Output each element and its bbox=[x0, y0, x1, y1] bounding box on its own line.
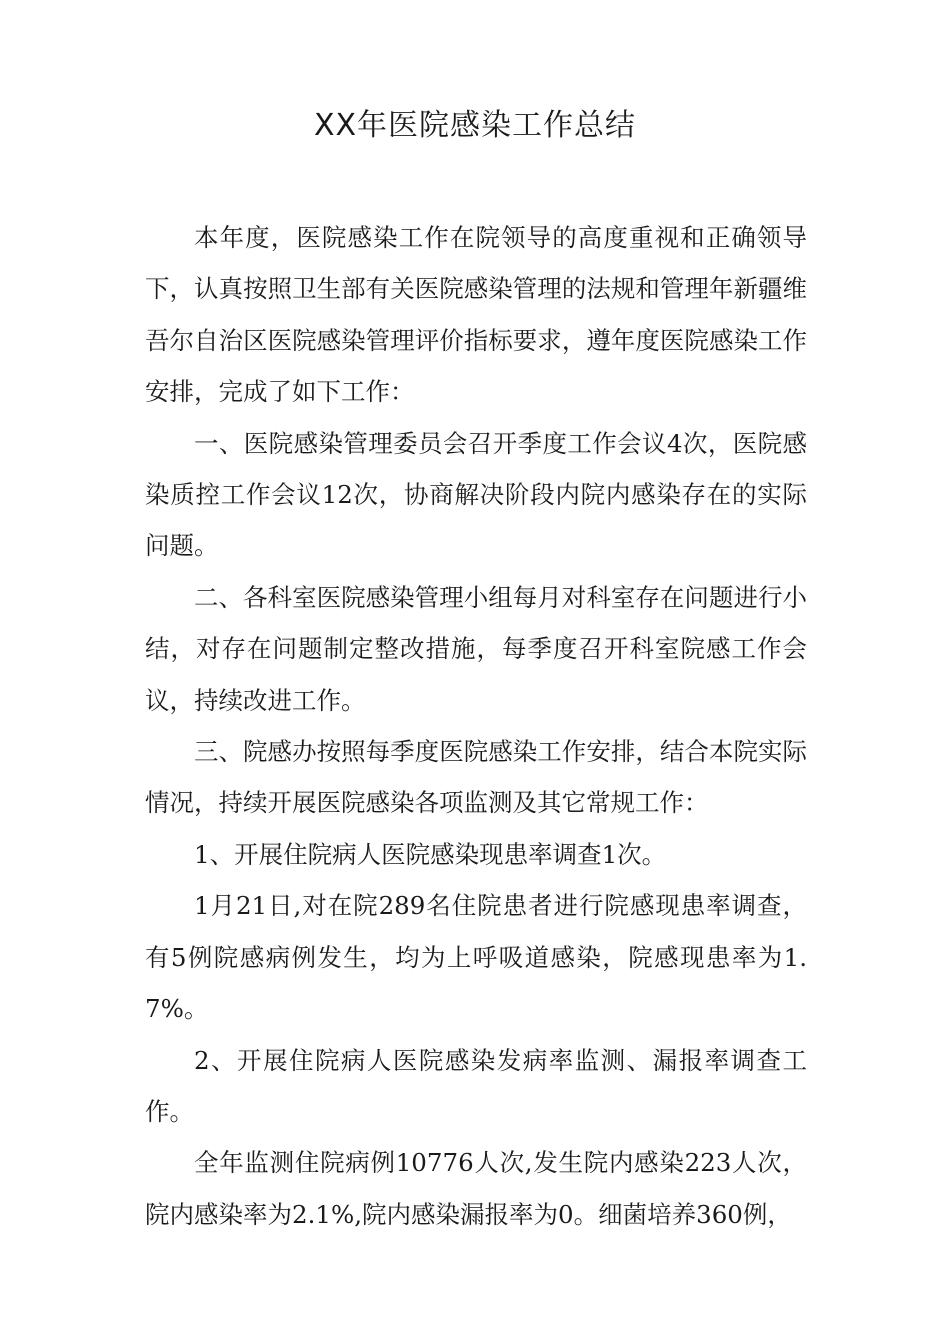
paragraph-intro: 本年度，医院感染工作在院领导的高度重视和正确领导下，认真按照卫生部有关医院感染管理的法规和管理年新疆维吾尔自治区医院感染管理评价指标要求，遵年度医院感染工作安排，完成了如下工作： bbox=[145, 223, 807, 407]
paragraph-survey-result: 1月21日,对在院289名住院患者进行院感现患率调查，有5例院感病例发生，均为上呼吸道感染，院感现患率为1.7%。 bbox=[145, 891, 807, 1024]
paragraph-subitem-1: 1、开展住院病人医院感染现患率调查1次。 bbox=[194, 839, 667, 869]
document-body bbox=[145, 212, 807, 1240]
paragraph-item-3: 三、院感办按照每季度医院感染工作安排，结合本院实际情况，持续开展医院感染各项监测及其它常规工作： bbox=[145, 737, 807, 818]
paragraph-subitem-2: 2、开展住院病人医院感染发病率监测、漏报率调查工作。 bbox=[145, 1045, 807, 1126]
paragraph-item-1: 一、医院感染管理委员会召开季度工作会议4次，医院感染质控工作会议12次，协商解决阶段内院内感染存在的实际问题。 bbox=[145, 428, 807, 561]
document-title: XX年医院感染工作总结 bbox=[313, 108, 637, 143]
paragraph-item-2: 二、各科室医院感染管理小组每月对科室存在问题进行小结，对存在问题制定整改措施，每季度召开科室院感工作会议，持续改进工作。 bbox=[145, 582, 807, 715]
paragraph-monitoring-result: 全年监测住院病例10776人次,发生院内感染223人次，院内感染率为2.1%,院内感染漏报率为0。细菌培养360例， bbox=[145, 1148, 807, 1229]
